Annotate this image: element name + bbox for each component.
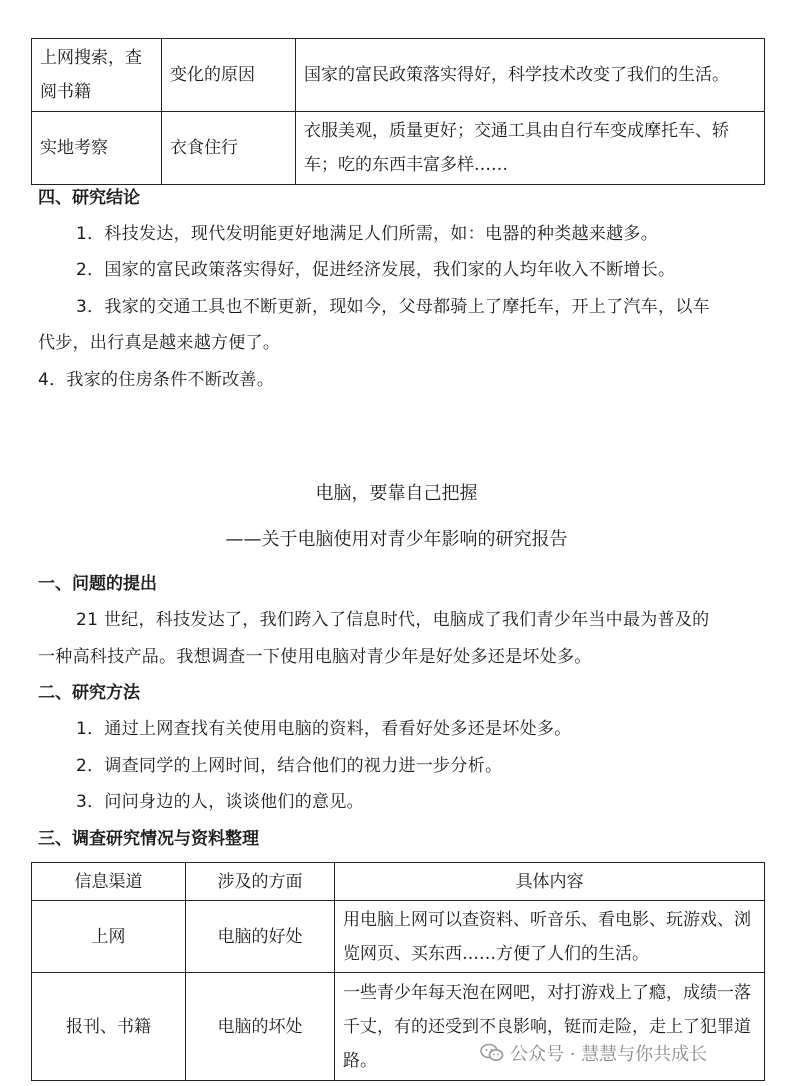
watermark-text: 公众号 · 慧慧与你共成长 (510, 1044, 708, 1065)
section-heading-problem: 一、问题的提出 (38, 574, 157, 594)
table-cell-aspect: 电脑的坏处 (186, 973, 335, 1081)
report-title: 电脑，要靠自己把握 (315, 483, 478, 504)
method-item: 1．通过上网查找有关使用电脑的资料，看看好处多还是坏处多。 (76, 719, 572, 739)
table-cell-content: 国家的富民政策落实得好，科学技术改变了我们的生活。 (296, 39, 765, 112)
table-row (32, 901, 765, 973)
section-heading-survey: 三、调查研究情况与资料整理 (38, 829, 259, 849)
section-heading-conclusion: 四、研究结论 (38, 188, 140, 208)
conclusion-item: 2．国家的富民政策落实得好，促进经济发展，我们家的人均年收入不断增长。 (76, 260, 676, 280)
table-cell-content: 一些青少年每天泡在网吧，对打游戏上了瘾，成绩一落千丈，有的还受到不良影响，铤而走险，走上了犯罪道路。 (335, 973, 765, 1081)
conclusion-item: 3．我家的交通工具也不断更新，现如今，父母都骑上了摩托车，开上了汽车，以车 (76, 297, 710, 317)
table-cell-aspect: 电脑的好处 (186, 901, 335, 973)
table-cell-channel: 上网 (32, 901, 186, 973)
table-cell-channel: 实地考察 (32, 112, 162, 185)
table-cell-channel: 上网搜索，查阅书籍 (32, 39, 162, 112)
wechat-icon (480, 1043, 504, 1063)
column-header: 具体内容 (335, 863, 765, 901)
conclusion-item: 1．科技发达，现代发明能更好地满足人们所需，如：电器的种类越来越多。 (76, 224, 659, 244)
report-subtitle: ——关于电脑使用对青少年影响的研究报告 (225, 529, 568, 550)
paragraph-line: 21 世纪，科技发达了，我们跨入了信息时代，电脑成了我们青少年当中最为普及的 (76, 610, 710, 630)
table-cell-channel: 报刊、书籍 (32, 973, 186, 1081)
table-cell-content: 用电脑上网可以查资料、听音乐、看电影、玩游戏、浏览网页、买东西……方便了人们的生活。 (335, 901, 765, 973)
table-row (32, 39, 765, 112)
watermark (480, 1040, 707, 1066)
section-heading-method: 二、研究方法 (38, 683, 140, 703)
table-row (32, 112, 765, 185)
method-item: 3．问问身边的人，谈谈他们的意见。 (76, 792, 364, 812)
paragraph-line: 一种高科技产品。我想调查一下使用电脑对青少年是好处多还是坏处多。 (38, 647, 592, 667)
method-item: 2．调查同学的上网时间，结合他们的视力进一步分析。 (76, 756, 503, 776)
conclusion-item: 4．我家的住房条件不断改善。 (38, 370, 275, 390)
column-header: 信息渠道 (32, 863, 186, 901)
table-cell-aspect: 变化的原因 (162, 39, 296, 112)
table-cell-content: 衣服美观，质量更好；交通工具由自行车变成摩托车、轿车；吃的东西丰富多样…… (296, 112, 765, 185)
conclusion-item-continued: 代步，出行真是越来越方便了。 (38, 333, 281, 353)
table-cell-aspect: 衣食住行 (162, 112, 296, 185)
column-header: 涉及的方面 (186, 863, 335, 901)
table-header-row (32, 863, 765, 901)
survey-table-continued (31, 38, 765, 185)
